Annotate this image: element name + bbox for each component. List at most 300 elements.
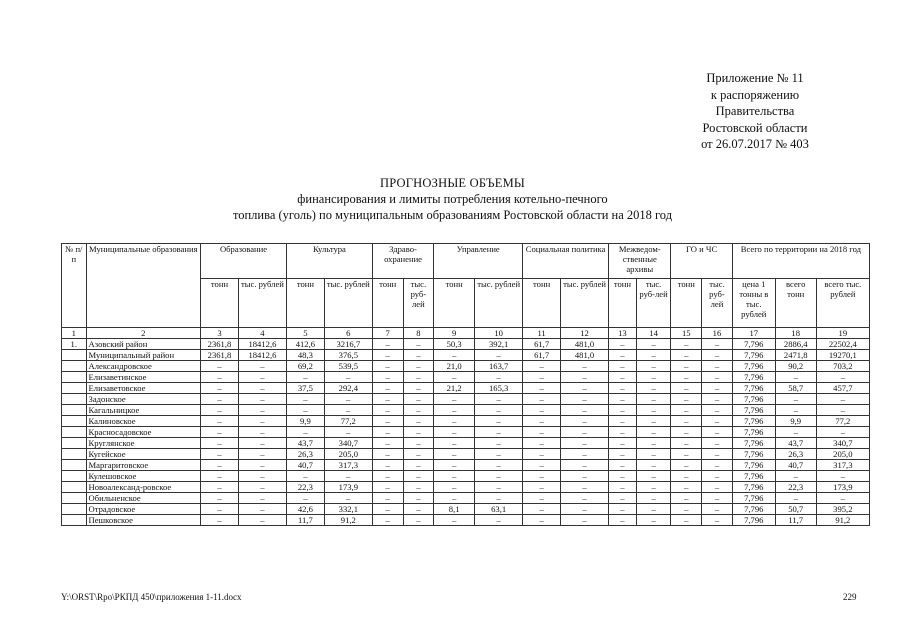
table-cell xyxy=(62,460,87,471)
table-cell: – xyxy=(238,416,286,427)
table-cell: 165,3 xyxy=(475,383,523,394)
table-cell: 3216,7 xyxy=(324,339,372,350)
table-cell: – xyxy=(475,449,523,460)
table-row xyxy=(62,449,870,460)
table-cell: – xyxy=(403,350,434,361)
table-cell: – xyxy=(561,383,609,394)
table-cell: – xyxy=(775,493,816,504)
table-cell: – xyxy=(201,504,239,515)
table-cell: 63,1 xyxy=(475,504,523,515)
table-cell: – xyxy=(671,383,702,394)
table-cell: – xyxy=(523,504,561,515)
table-cell: 42,6 xyxy=(286,504,324,515)
table-cell: – xyxy=(671,405,702,416)
table-cell: – xyxy=(201,372,239,383)
municipality-name: Азовский район xyxy=(86,339,201,350)
municipality-name: Елизаветинское xyxy=(86,372,201,383)
table-cell: – xyxy=(609,339,637,350)
table-cell: – xyxy=(403,493,434,504)
table-cell: – xyxy=(238,493,286,504)
table-cell: – xyxy=(561,427,609,438)
table-cell: 9,9 xyxy=(286,416,324,427)
table-cell: – xyxy=(671,350,702,361)
table-cell: – xyxy=(561,416,609,427)
table-cell xyxy=(62,383,87,394)
table-cell: – xyxy=(636,471,671,482)
table-cell: 412,6 xyxy=(286,339,324,350)
table-cell: – xyxy=(816,372,869,383)
table-cell: – xyxy=(636,504,671,515)
table-cell: 2886,4 xyxy=(775,339,816,350)
table-cell: – xyxy=(434,372,475,383)
title-line: топлива (уголь) по муниципальным образованиям Ростовской области на 2018 год xyxy=(232,208,673,222)
table-cell: – xyxy=(702,438,733,449)
table-cell: – xyxy=(403,449,434,460)
table-cell: 48,3 xyxy=(286,350,324,361)
table-row xyxy=(62,339,870,350)
table-row xyxy=(62,471,870,482)
table-cell: – xyxy=(561,449,609,460)
table-cell: – xyxy=(561,493,609,504)
table-row xyxy=(62,515,870,526)
table-cell: 19270,1 xyxy=(816,350,869,361)
column-number: 6 xyxy=(324,328,372,339)
table-cell: – xyxy=(434,427,475,438)
table-cell: – xyxy=(609,504,637,515)
table-cell: 50,7 xyxy=(775,504,816,515)
table-cell: 21,0 xyxy=(434,361,475,372)
table-cell: – xyxy=(609,438,637,449)
table-row xyxy=(62,438,870,449)
table-cell: – xyxy=(372,427,403,438)
fuel-table xyxy=(61,243,870,526)
column-number: 4 xyxy=(238,328,286,339)
header-group: Всего по территории на 2018 год xyxy=(732,244,869,279)
table-cell: 77,2 xyxy=(816,416,869,427)
table-cell: 69,2 xyxy=(286,361,324,372)
table-cell: – xyxy=(636,361,671,372)
municipality-name: Александровское xyxy=(86,361,201,372)
column-number: 10 xyxy=(475,328,523,339)
table-cell: – xyxy=(702,493,733,504)
table-cell: 18412,6 xyxy=(238,339,286,350)
table-cell xyxy=(62,471,87,482)
table-cell: – xyxy=(561,438,609,449)
table-cell: – xyxy=(702,372,733,383)
table-cell: 7,796 xyxy=(732,427,775,438)
table-cell: – xyxy=(403,383,434,394)
table-cell: – xyxy=(201,427,239,438)
table-cell: – xyxy=(561,394,609,405)
table-cell: – xyxy=(702,515,733,526)
table-cell: 2361,8 xyxy=(201,350,239,361)
table-cell: – xyxy=(201,383,239,394)
table-cell: 392,1 xyxy=(475,339,523,350)
table-cell: 173,9 xyxy=(324,482,372,493)
table-cell: – xyxy=(636,449,671,460)
municipality-name: Кугейское xyxy=(86,449,201,460)
table-cell: 22502,4 xyxy=(816,339,869,350)
table-cell: – xyxy=(636,372,671,383)
table-cell: – xyxy=(702,449,733,460)
table-cell: – xyxy=(475,460,523,471)
table-cell: 58,7 xyxy=(775,383,816,394)
table-cell: – xyxy=(636,460,671,471)
table-cell: – xyxy=(238,471,286,482)
title-main: ПРОГНОЗНЫЕ ОБЪЕМЫ xyxy=(380,176,525,190)
table-cell: – xyxy=(523,471,561,482)
table-cell: – xyxy=(671,339,702,350)
table-cell: 340,7 xyxy=(816,438,869,449)
municipality-name: Кагальницкое xyxy=(86,405,201,416)
municipality-name: Калиновское xyxy=(86,416,201,427)
municipality-name: Задонское xyxy=(86,394,201,405)
unit-rub: тыс. руб-лей xyxy=(702,279,733,328)
table-cell xyxy=(62,515,87,526)
header-group: Здраво-охранение xyxy=(372,244,433,279)
column-number: 18 xyxy=(775,328,816,339)
table-cell: – xyxy=(523,493,561,504)
table-cell: – xyxy=(523,372,561,383)
table-cell: – xyxy=(434,405,475,416)
table-cell: – xyxy=(286,405,324,416)
table-cell: 7,796 xyxy=(732,482,775,493)
table-cell: 7,796 xyxy=(732,361,775,372)
unit-tons: тонн xyxy=(671,279,702,328)
table-cell: 7,796 xyxy=(732,449,775,460)
table-cell: – xyxy=(702,460,733,471)
table-cell: – xyxy=(324,394,372,405)
table-cell: – xyxy=(523,405,561,416)
unit-rub: тыс. рублей xyxy=(475,279,523,328)
table-cell: 539,5 xyxy=(324,361,372,372)
table-cell: – xyxy=(702,361,733,372)
table-cell: – xyxy=(238,482,286,493)
table-cell: – xyxy=(403,438,434,449)
table-cell: – xyxy=(609,372,637,383)
unit-rub: тыс. рублей xyxy=(238,279,286,328)
table-cell: – xyxy=(372,361,403,372)
column-number: 14 xyxy=(636,328,671,339)
table-cell: 61,7 xyxy=(523,339,561,350)
table-cell: – xyxy=(702,339,733,350)
column-number: 8 xyxy=(403,328,434,339)
column-number: 19 xyxy=(816,328,869,339)
table-cell: – xyxy=(372,416,403,427)
unit-total-tons: всего тонн xyxy=(775,279,816,328)
table-cell: 332,1 xyxy=(324,504,372,515)
table-cell: – xyxy=(671,361,702,372)
table-cell: 7,796 xyxy=(732,372,775,383)
table-cell: – xyxy=(816,394,869,405)
table-cell: 8,1 xyxy=(434,504,475,515)
table-cell: – xyxy=(475,416,523,427)
table-cell xyxy=(62,438,87,449)
table-cell xyxy=(62,482,87,493)
unit-tons: тонн xyxy=(434,279,475,328)
table-cell: – xyxy=(372,493,403,504)
column-number: 17 xyxy=(732,328,775,339)
table-cell: 21,2 xyxy=(434,383,475,394)
table-cell: – xyxy=(609,383,637,394)
table-cell: – xyxy=(403,361,434,372)
table-cell: – xyxy=(372,449,403,460)
table-cell: 7,796 xyxy=(732,416,775,427)
table-cell: – xyxy=(201,361,239,372)
appendix-line: Приложение № 11 xyxy=(706,71,804,85)
table-cell: 18412,6 xyxy=(238,350,286,361)
table-cell: – xyxy=(609,449,637,460)
table-cell: – xyxy=(702,383,733,394)
table-cell: – xyxy=(201,394,239,405)
table-cell: 1. xyxy=(62,339,87,350)
table-cell: – xyxy=(372,350,403,361)
table-row xyxy=(62,361,870,372)
table-cell: – xyxy=(238,427,286,438)
table-cell: – xyxy=(372,515,403,526)
table-cell: 26,3 xyxy=(775,449,816,460)
table-cell: – xyxy=(201,438,239,449)
table-cell: 9,9 xyxy=(775,416,816,427)
table-cell: 703,2 xyxy=(816,361,869,372)
header-row-groups xyxy=(62,244,870,279)
table-cell: – xyxy=(238,361,286,372)
table-cell: – xyxy=(702,427,733,438)
table-cell: – xyxy=(475,350,523,361)
table-cell: – xyxy=(523,515,561,526)
table-cell: – xyxy=(434,482,475,493)
column-number: 2 xyxy=(86,328,201,339)
table-cell: 37,5 xyxy=(286,383,324,394)
table-cell: – xyxy=(324,372,372,383)
table-cell: – xyxy=(238,515,286,526)
table-cell: 317,3 xyxy=(816,460,869,471)
table-cell: – xyxy=(403,416,434,427)
table-cell: – xyxy=(403,372,434,383)
table-cell: – xyxy=(403,405,434,416)
column-number: 15 xyxy=(671,328,702,339)
table-cell: – xyxy=(434,438,475,449)
table-row xyxy=(62,350,870,361)
table-cell: – xyxy=(286,471,324,482)
header-municipality: Муниципальные образования xyxy=(86,244,201,328)
title-line: финансирования и лимиты потребления котельно-печного xyxy=(297,192,608,206)
table-body xyxy=(62,328,870,526)
table-cell: 26,3 xyxy=(286,449,324,460)
table-cell: – xyxy=(372,394,403,405)
table-cell: 173,9 xyxy=(816,482,869,493)
table-cell: – xyxy=(775,427,816,438)
table-cell: – xyxy=(702,482,733,493)
table-cell: – xyxy=(372,383,403,394)
table-cell: – xyxy=(523,427,561,438)
table-cell: 11,7 xyxy=(286,515,324,526)
table-cell: – xyxy=(561,471,609,482)
table-cell: 22,3 xyxy=(286,482,324,493)
municipality-name: Пешковское xyxy=(86,515,201,526)
table-cell: – xyxy=(201,405,239,416)
table-cell: – xyxy=(775,394,816,405)
unit-tons: тонн xyxy=(286,279,324,328)
table-cell: – xyxy=(475,372,523,383)
header-group: Межведом-ственные архивы xyxy=(609,244,671,279)
table-cell: 7,796 xyxy=(732,515,775,526)
table-cell: – xyxy=(238,372,286,383)
unit-rub: тыс. руб-лей xyxy=(403,279,434,328)
table-cell: – xyxy=(609,416,637,427)
column-number: 16 xyxy=(702,328,733,339)
appendix-block xyxy=(660,70,850,153)
table-cell: – xyxy=(561,460,609,471)
appendix-line: к распоряжению xyxy=(710,87,800,102)
table-cell: – xyxy=(702,350,733,361)
table-cell: – xyxy=(775,471,816,482)
table-cell: – xyxy=(671,493,702,504)
table-cell: – xyxy=(475,515,523,526)
table-cell: – xyxy=(475,493,523,504)
table-cell: – xyxy=(372,372,403,383)
header-group: ГО и ЧС xyxy=(671,244,732,279)
table-cell: – xyxy=(636,438,671,449)
table-cell: – xyxy=(201,471,239,482)
table-cell: – xyxy=(201,460,239,471)
table-cell: – xyxy=(561,372,609,383)
unit-total-rub: всего тыс. рублей xyxy=(816,279,869,328)
table-cell: – xyxy=(324,471,372,482)
table-cell: 340,7 xyxy=(324,438,372,449)
municipality-name: Кулешовское xyxy=(86,471,201,482)
municipality-name: Круглянское xyxy=(86,438,201,449)
table-cell: – xyxy=(523,460,561,471)
table-row xyxy=(62,427,870,438)
table-cell: – xyxy=(403,504,434,515)
table-cell: – xyxy=(286,394,324,405)
table-cell: 40,7 xyxy=(775,460,816,471)
table-cell: – xyxy=(671,482,702,493)
table-cell: – xyxy=(434,493,475,504)
table-cell: – xyxy=(201,493,239,504)
table-cell: 2361,8 xyxy=(201,339,239,350)
table-row xyxy=(62,405,870,416)
unit-price: цена 1 тонны в тыс. рублей xyxy=(732,279,775,328)
table-cell: – xyxy=(775,372,816,383)
header-group: Образование xyxy=(201,244,287,279)
table-cell: – xyxy=(403,482,434,493)
table-cell xyxy=(62,416,87,427)
table-cell: – xyxy=(671,471,702,482)
table-cell: – xyxy=(609,394,637,405)
table-cell: 7,796 xyxy=(732,394,775,405)
table-cell: 395,2 xyxy=(816,504,869,515)
table-cell: – xyxy=(238,449,286,460)
table-cell: 40,7 xyxy=(286,460,324,471)
table-cell: – xyxy=(636,383,671,394)
table-cell: – xyxy=(201,515,239,526)
table-cell: 7,796 xyxy=(732,339,775,350)
column-number: 13 xyxy=(609,328,637,339)
municipality-name: Обильненское xyxy=(86,493,201,504)
table-cell: – xyxy=(671,438,702,449)
table-cell: – xyxy=(561,361,609,372)
table-cell: – xyxy=(286,427,324,438)
table-cell: – xyxy=(609,493,637,504)
table-cell: 91,2 xyxy=(816,515,869,526)
table-cell: 2471,8 xyxy=(775,350,816,361)
table-cell: 43,7 xyxy=(286,438,324,449)
table-cell: – xyxy=(609,515,637,526)
column-number: 11 xyxy=(523,328,561,339)
table-cell: – xyxy=(636,482,671,493)
header-no: № п/п xyxy=(62,244,87,328)
table-cell: – xyxy=(671,504,702,515)
table-cell: – xyxy=(636,339,671,350)
table-cell: – xyxy=(636,493,671,504)
column-number: 1 xyxy=(62,328,87,339)
unit-rub: тыс. руб-лей xyxy=(636,279,671,328)
header-group: Управление xyxy=(434,244,523,279)
table-cell: – xyxy=(671,416,702,427)
table-cell: 7,796 xyxy=(732,493,775,504)
table-cell: – xyxy=(775,405,816,416)
table-cell: – xyxy=(238,460,286,471)
table-cell: – xyxy=(609,471,637,482)
table-row xyxy=(62,482,870,493)
table-cell: – xyxy=(609,405,637,416)
table-cell: – xyxy=(372,460,403,471)
table-cell: – xyxy=(475,438,523,449)
table-cell: – xyxy=(286,372,324,383)
header-group: Культура xyxy=(286,244,372,279)
unit-rub: тыс. рублей xyxy=(324,279,372,328)
table-cell: – xyxy=(403,515,434,526)
table-cell: 481,0 xyxy=(561,339,609,350)
table-cell: – xyxy=(636,515,671,526)
table-cell: – xyxy=(702,405,733,416)
table-cell: 457,7 xyxy=(816,383,869,394)
table-cell: – xyxy=(636,394,671,405)
municipality-name: Муниципальный район xyxy=(86,350,201,361)
table-cell: 61,7 xyxy=(523,350,561,361)
table-cell: 7,796 xyxy=(732,383,775,394)
table-cell: – xyxy=(609,482,637,493)
table-cell: – xyxy=(403,427,434,438)
table-cell: – xyxy=(523,449,561,460)
table-cell: – xyxy=(561,405,609,416)
header-group: Социальная политика xyxy=(523,244,609,279)
document-title xyxy=(0,175,905,223)
table-cell: – xyxy=(372,339,403,350)
appendix-line: от 26.07.2017 № 403 xyxy=(701,137,809,151)
table-row xyxy=(62,372,870,383)
table-cell: – xyxy=(434,449,475,460)
table-cell xyxy=(62,394,87,405)
table-cell: 292,4 xyxy=(324,383,372,394)
table-cell xyxy=(62,449,87,460)
table-cell: – xyxy=(671,372,702,383)
municipality-name: Красносадовское xyxy=(86,427,201,438)
table-cell: 163,7 xyxy=(475,361,523,372)
table-cell: – xyxy=(324,493,372,504)
table-row xyxy=(62,416,870,427)
table-cell: – xyxy=(238,394,286,405)
table-cell: – xyxy=(475,471,523,482)
unit-tons: тонн xyxy=(372,279,403,328)
appendix-line: Ростовской области xyxy=(702,120,808,135)
table-cell: – xyxy=(636,350,671,361)
table-cell: – xyxy=(702,504,733,515)
table-cell: – xyxy=(523,383,561,394)
table-cell: 7,796 xyxy=(732,438,775,449)
